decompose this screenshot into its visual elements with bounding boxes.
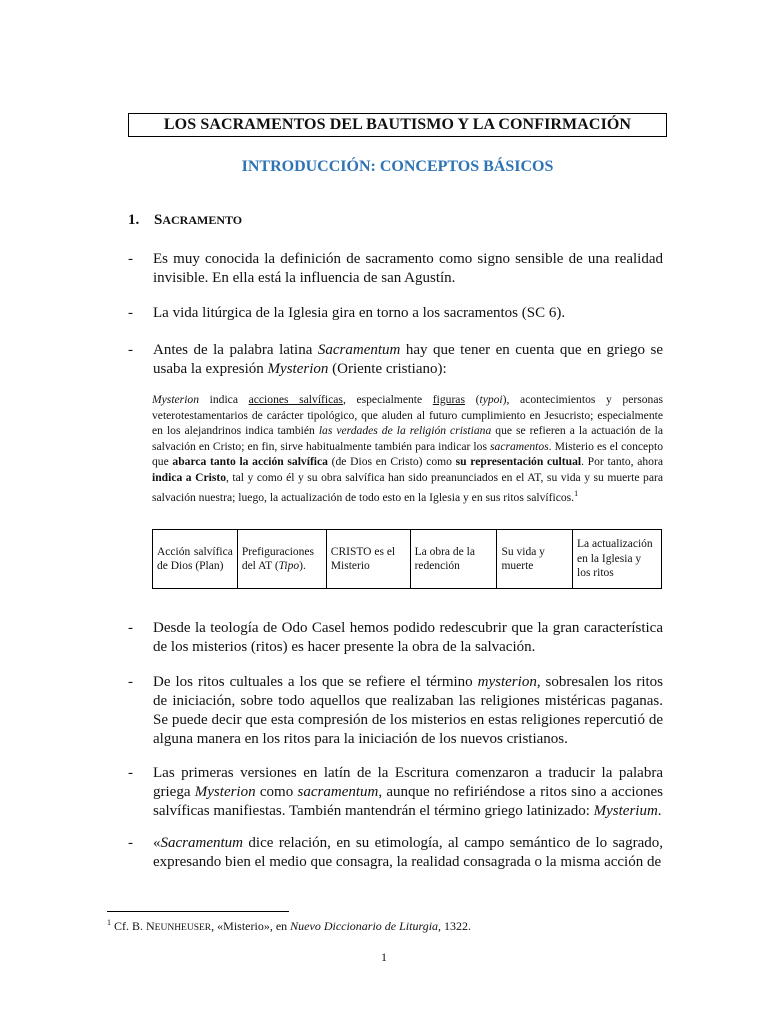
bullet-text: «Sacramentum dice relación, en su etimología, al campo semántico de lo sagrado, expresando bien el medio que consagra, la realidad consagrada o la misma acción de — [153, 835, 663, 870]
bullet-text: De los ritos cultuales a los que se refiere el término mysterion, sobresalen los ritos de iniciación, sobre todo aquellos que realizaban las religiones mistéricas paganas. Se puede decir que esta compresión de los misterios en estas religiones repercutió de alguna manera en los ritos para la iniciación de los nuevos cristianos. — [153, 674, 663, 747]
bullet-dash: - — [128, 251, 133, 267]
bullet-item — [128, 764, 663, 821]
table-cell: Su vida y muerte — [497, 530, 573, 589]
intro-heading: INTRODUCCIÓN: CONCEPTOS BÁSICOS — [241, 158, 554, 175]
section-title-rest: ACRAMENTO — [162, 213, 243, 227]
bullet-text: Es muy conocida la definición de sacramento como signo sensible de una realidad invisible. En ella está la influencia de san Agustín. — [153, 251, 663, 286]
bullet-text: Desde la teología de Odo Casel hemos podido redescubrir que la gran característica de los misterios (ritos) es hacer presente la obra de la salvación. — [153, 620, 663, 655]
bullet-dash: - — [128, 620, 133, 636]
footnote: $^1$ Cf. B. NEUNHEUSER, «Misterio», en Nuevo Diccionario de Liturgia, 1322. — [107, 918, 472, 933]
bullet-dash: - — [128, 765, 133, 781]
footnote-separator — [107, 911, 289, 912]
footnote-ref: 1 — [574, 488, 579, 498]
section-number: 1. — [128, 212, 140, 228]
footnote-number: 1 — [107, 918, 111, 927]
bullet-text: La vida litúrgica de la Iglesia gira en torno a los sacramentos (SC 6). — [153, 305, 566, 321]
table-row — [153, 530, 662, 589]
bullet-item — [128, 304, 663, 323]
bullet-item — [128, 619, 663, 657]
bullet-text: Las primeras versiones en latín de la Escritura comenzaron a traducir la palabra griega Mysterion como sacramentum, aunque no refiriéndose a ritos sino a acciones salvíficas manifiestas. También mantendrán el término griego latinizado: Mysterium. — [153, 765, 664, 819]
bullet-dash: - — [128, 835, 133, 851]
page-number: 1 — [381, 950, 387, 964]
bullet-item — [128, 673, 663, 749]
bullet-text: Antes de la palabra latina Sacramentum hay que tener en cuenta que en griego se usaba la expresión Mysterion (Oriente cristiano): — [153, 342, 663, 377]
table-cell: Acción salvífica de Dios (Plan) — [153, 530, 238, 589]
bullet-item — [128, 250, 663, 288]
table-cell: Prefiguraciones del AT (Tipo). — [237, 530, 326, 589]
bullet-dash: - — [128, 674, 133, 690]
bullet-dash: - — [128, 305, 133, 321]
table-cell: CRISTO es el Misterio — [326, 530, 410, 589]
section-title-initial: S — [154, 212, 163, 228]
bullet-item — [128, 834, 663, 872]
bullet-dash: - — [128, 342, 133, 358]
bullet-item — [128, 341, 663, 379]
document-title: LOS SACRAMENTOS DEL BAUTISMO Y LA CONFIRMACIÓN — [128, 113, 667, 137]
table-cell: La actualización en la Iglesia y los ritos — [573, 530, 662, 589]
section-heading — [128, 212, 242, 229]
prefiguration-table — [152, 529, 662, 589]
mysterion-quote: Mysterion indica acciones salvíficas, especialmente figuras (typoi), acontecimientos y personas veterotestamentarios de carácter tipológico, que aluden al futuro cumplimiento en Jesucristo; especialmente en los alejandrinos indica también las verdades de la religión cristiana que se refieren a la actuación de la salvación en Cristo; en fin, sirve habitualmente también para indicar los sacramentos. Misterio es el concepto que abarca tanto la acción salvífica (de Dios en Cristo) como su representación cultual. Por tanto, ahora indica a Cristo, tal y como él y su obra salvífica han sido preanunciados en el AT, su vida y su muerte para salvación nuestra; luego, la actualización de todo esto en la Iglesia y en sus ritos salvíficos.$^1$ — [152, 393, 664, 504]
table-cell: La obra de la redención — [410, 530, 497, 589]
